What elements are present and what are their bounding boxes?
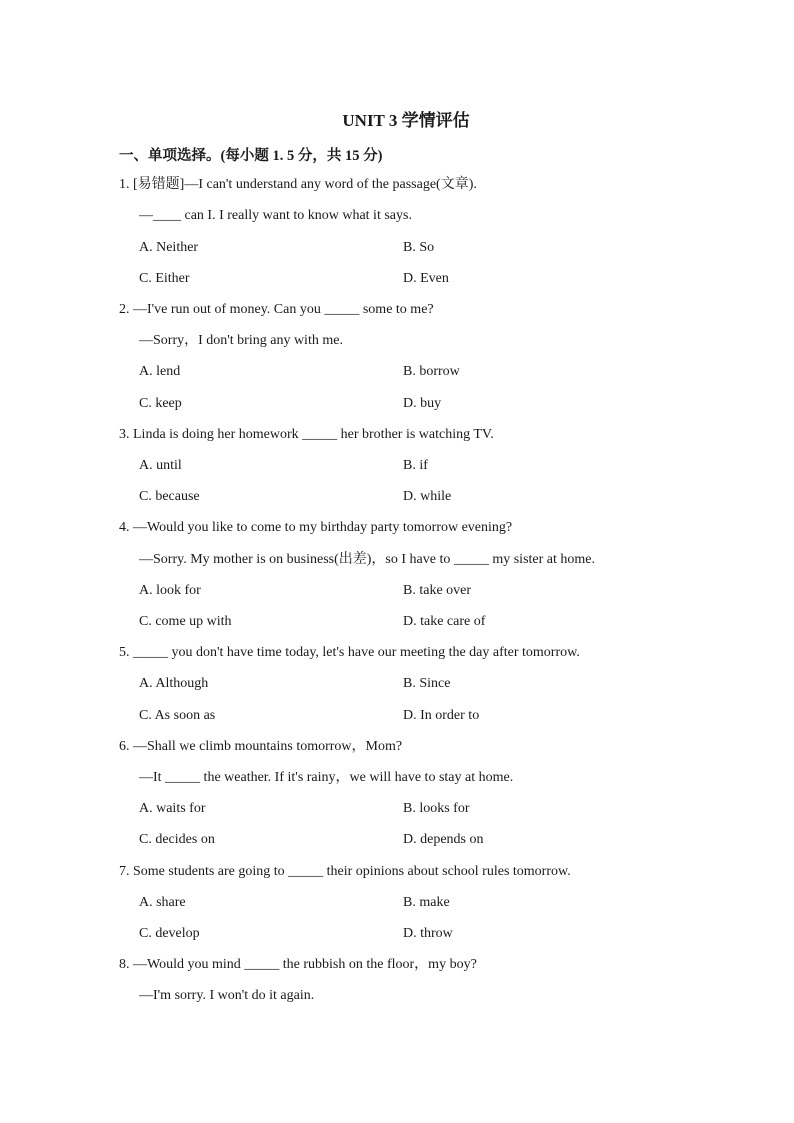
question-6-reply: —It _____ the weather. If it's rainy，we will have to stay at home. bbox=[139, 770, 514, 785]
question-1-option-b[interactable]: B. So bbox=[403, 240, 435, 255]
question-5-option-a[interactable]: A. Although bbox=[139, 676, 209, 691]
question-6-stem: 6. —Shall we climb mountains tomorrow，Mom? bbox=[119, 739, 403, 754]
question-3-option-c[interactable]: C. because bbox=[139, 489, 200, 504]
question-2-option-b[interactable]: B. borrow bbox=[403, 364, 460, 379]
question-1-option-c[interactable]: C. Either bbox=[139, 271, 190, 286]
question-6-option-b[interactable]: B. looks for bbox=[403, 801, 470, 816]
question-4-reply: —Sorry. My mother is on business(出差)，so I have to _____ my sister at home. bbox=[139, 552, 595, 567]
question-1-option-a[interactable]: A. Neither bbox=[139, 240, 199, 255]
question-3-option-a[interactable]: A. until bbox=[139, 458, 182, 473]
question-5-option-b[interactable]: B. Since bbox=[403, 676, 451, 691]
question-2-option-c[interactable]: C. keep bbox=[139, 396, 182, 411]
question-1-option-d[interactable]: D. Even bbox=[403, 271, 449, 286]
question-1-reply: —____ can I. I really want to know what it says. bbox=[139, 208, 412, 223]
question-3-option-d[interactable]: D. while bbox=[403, 489, 452, 504]
question-4-stem: 4. —Would you like to come to my birthday party tomorrow evening? bbox=[119, 520, 513, 535]
question-7-stem: 7. Some students are going to _____ their opinions about school rules tomorrow. bbox=[119, 864, 571, 879]
question-2-stem: 2. —I've run out of money. Can you _____ some to me? bbox=[119, 302, 434, 317]
question-7-option-c[interactable]: C. develop bbox=[139, 926, 200, 941]
question-1-stem: 1. [易错题]—I can't understand any word of the passage(文章). bbox=[119, 177, 477, 192]
question-3-stem: 3. Linda is doing her homework _____ her brother is watching TV. bbox=[119, 427, 494, 442]
section-heading: 一、单项选择。(每小题 1. 5 分，共 15 分) bbox=[119, 148, 383, 164]
question-4-option-d[interactable]: D. take care of bbox=[403, 614, 486, 629]
question-2-reply: —Sorry，I don't bring any with me. bbox=[139, 333, 343, 348]
question-2-option-a[interactable]: A. lend bbox=[139, 364, 181, 379]
question-7-option-d[interactable]: D. throw bbox=[403, 926, 453, 941]
question-3-option-b[interactable]: B. if bbox=[403, 458, 428, 473]
question-8-reply: —I'm sorry. I won't do it again. bbox=[139, 988, 315, 1003]
question-5-option-d[interactable]: D. In order to bbox=[403, 708, 480, 723]
question-8-stem: 8. —Would you mind _____ the rubbish on the floor，my boy? bbox=[119, 957, 477, 972]
question-6-option-c[interactable]: C. decides on bbox=[139, 832, 215, 847]
question-6-option-d[interactable]: D. depends on bbox=[403, 832, 484, 847]
question-7-option-a[interactable]: A. share bbox=[139, 895, 186, 910]
question-6-option-a[interactable]: A. waits for bbox=[139, 801, 206, 816]
question-4-option-b[interactable]: B. take over bbox=[403, 583, 472, 598]
question-7-option-b[interactable]: B. make bbox=[403, 895, 450, 910]
question-4-option-c[interactable]: C. come up with bbox=[139, 614, 232, 629]
question-5-stem: 5. _____ you don't have time today, let's have our meeting the day after tomorrow. bbox=[119, 645, 580, 660]
question-5-option-c[interactable]: C. As soon as bbox=[139, 708, 216, 723]
question-2-option-d[interactable]: D. buy bbox=[403, 396, 442, 411]
question-4-option-a[interactable]: A. look for bbox=[139, 583, 201, 598]
page-title: UNIT 3 学情评估 bbox=[342, 111, 470, 130]
